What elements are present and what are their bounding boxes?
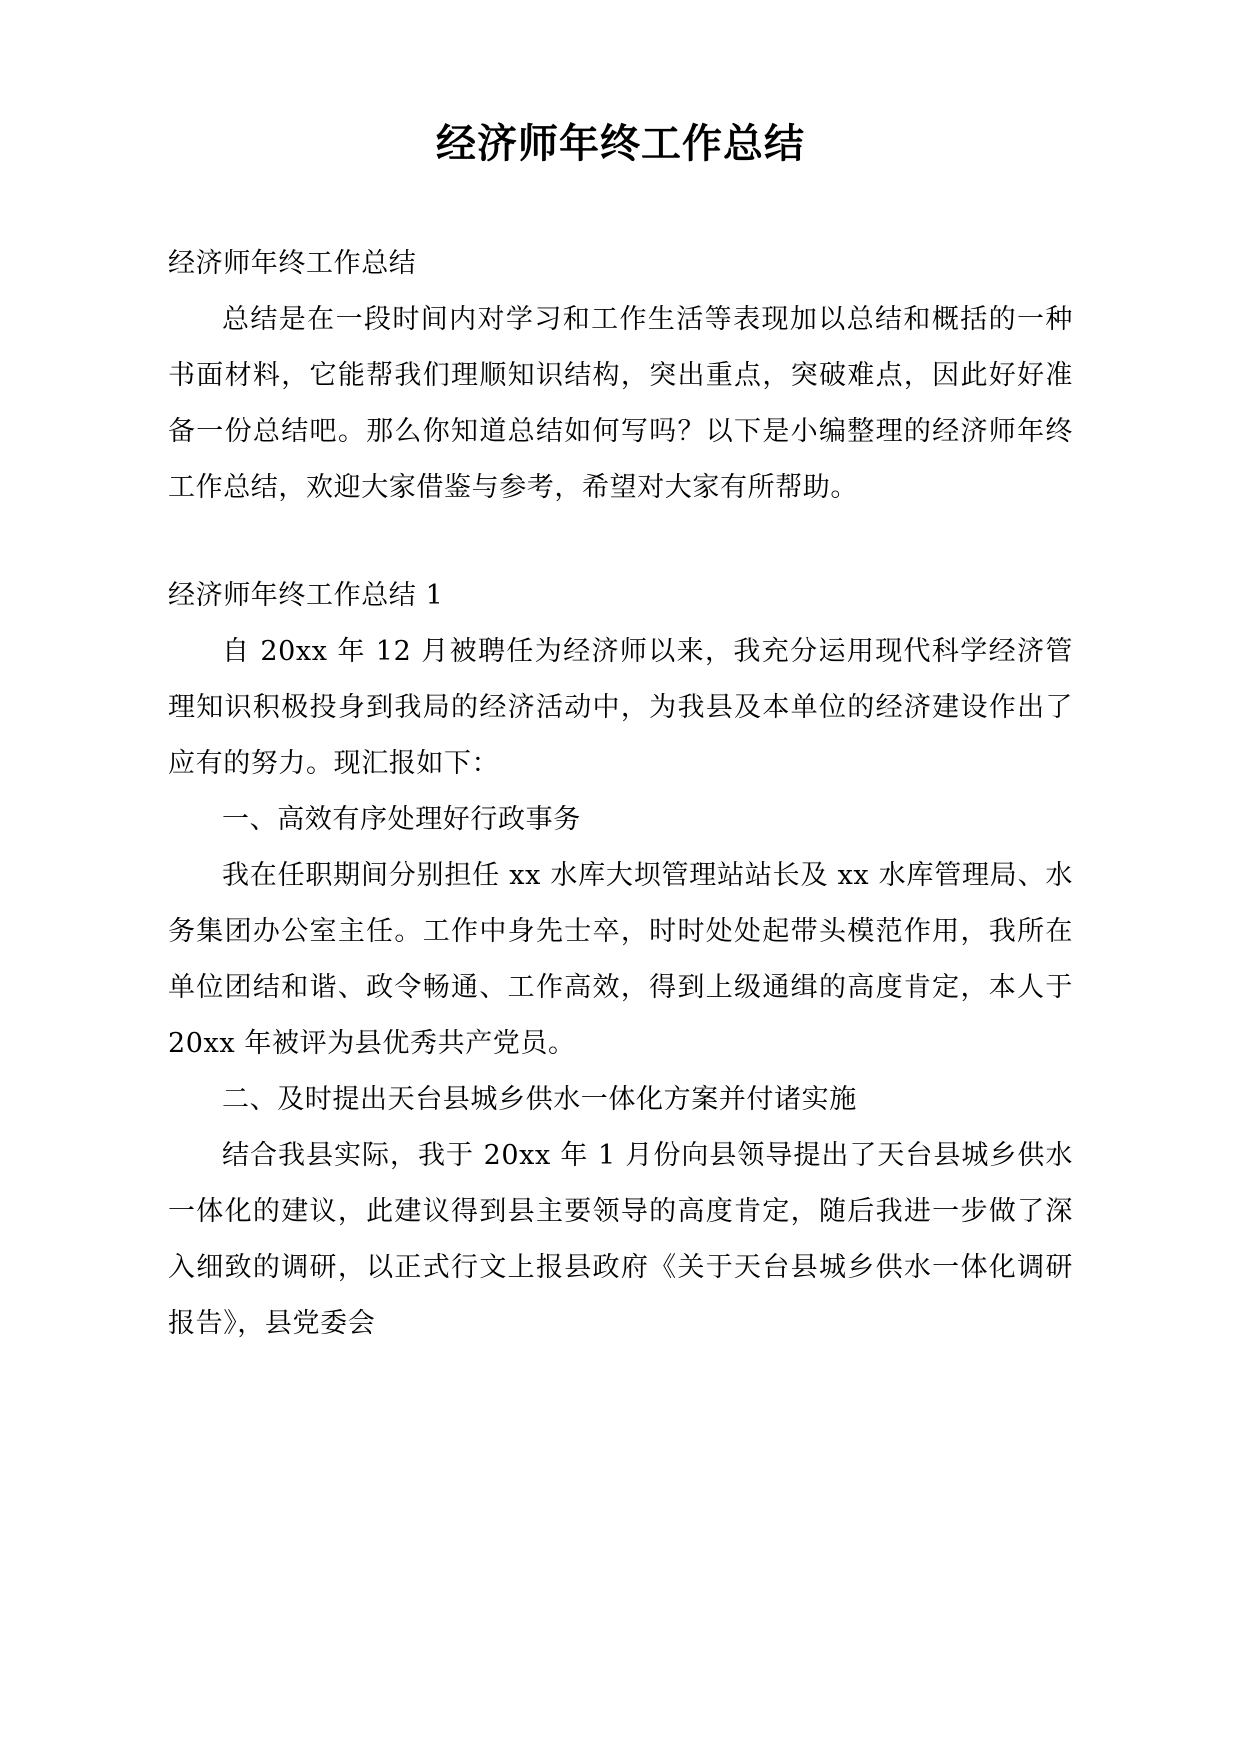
paragraph-item-2-title: 二、及时提出天台县城乡供水一体化方案并付诸实施 [222, 1084, 857, 1115]
document-body [168, 236, 1073, 1352]
page-title: 经济师年终工作总结 [436, 121, 805, 167]
paragraph-intro: 总结是在一段时间内对学习和工作生活等表现加以总结和概括的一种书面材料，它能帮我们理顺知识结构，突出重点，突破难点，因此好好准备一份总结吧。那么你知道总结如何写吗？以下是小编整理的经济师年终工作总结，欢迎大家借鉴与参考，希望对大家有所帮助。 [168, 304, 1073, 503]
paragraph-item-2-body: 结合我县实际，我于 20xx 年 1 月份向县领导提出了天台县城乡供水一体化的建议，此建议得到县主要领导的高度肯定，随后我进一步做了深入细致的调研，以正式行文上报县政府《关于天台县城乡供水一体化调研报告》，县党委会 [168, 1140, 1073, 1339]
paragraph-section-1-intro: 自 20xx 年 12 月被聘任为经济师以来，我充分运用现代科学经济管理知识积极投身到我局的经济活动中，为我县及本单位的经济建设作出了应有的努力。现汇报如下： [168, 636, 1073, 779]
paragraph-section-1-heading: 经济师年终工作总结 1 [168, 580, 444, 611]
paragraph-heading-repeat: 经济师年终工作总结 [168, 248, 417, 279]
paragraph-item-1-title: 一、高效有序处理好行政事务 [222, 804, 581, 835]
paragraph-item-1-body: 我在任职期间分别担任 xx 水库大坝管理站站长及 xx 水库管理局、水务集团办公室主任。工作中身先士卒，时时处处起带头模范作用，我所在单位团结和谐、政令畅通、工作高效，得到上级通缉的高度肯定，本人于 20xx 年被评为县优秀共产党员。 [168, 860, 1073, 1059]
